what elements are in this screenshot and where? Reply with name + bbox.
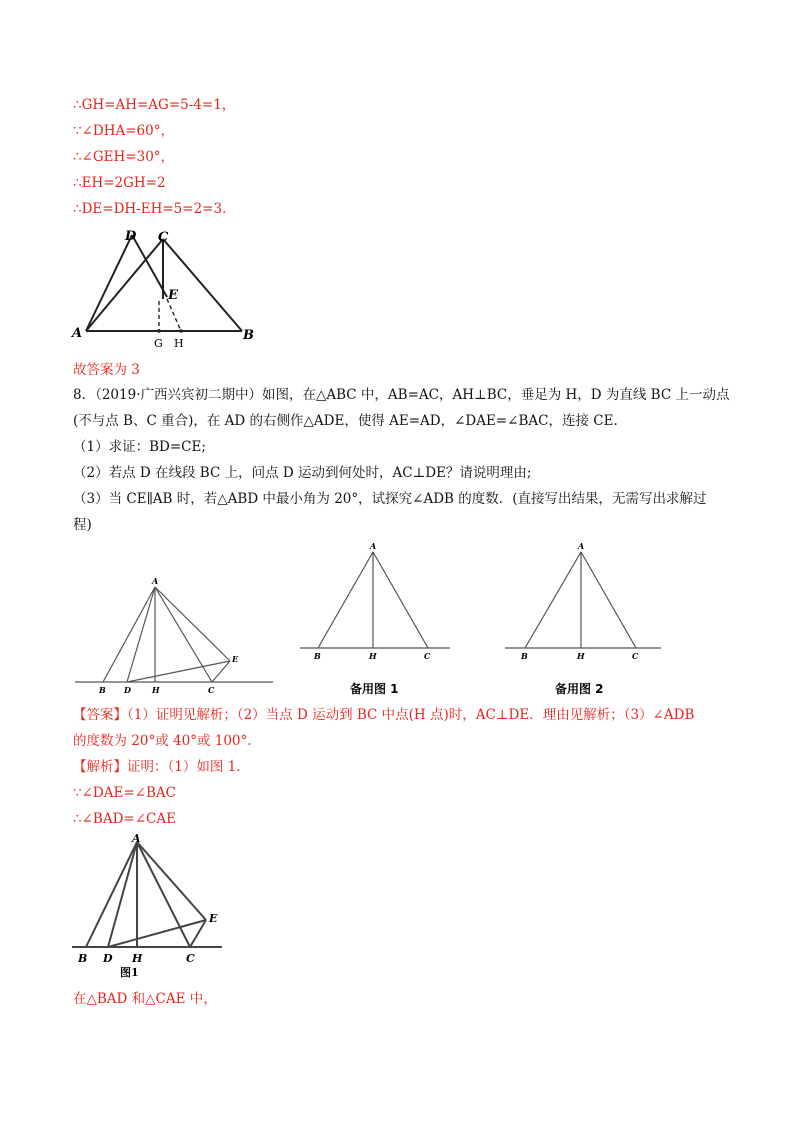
analysis-tag: 【解析】 <box>73 759 127 775</box>
answer-tag: 【答案】 <box>73 707 127 723</box>
tu1-label-A: A <box>132 832 141 845</box>
main-label-C: C <box>208 685 215 695</box>
question-1: （1）求证：BD=CE; <box>73 439 206 455</box>
main-label-D: D <box>124 685 131 695</box>
main-label-B: B <box>99 685 106 695</box>
solution-line-5: ∴DE=DH-EH=5=2=3. <box>73 201 227 217</box>
problem-line-2: (不与点 B、C 重合)，在 AD 的右侧作△ADE，使得 AE=AD，∠DAE=∠BAC，连接 CE. <box>73 413 618 429</box>
answer-note: 故答案为 3 <box>73 362 140 378</box>
fig1-label-E: E <box>168 288 178 303</box>
solution-line-4: ∴EH=2GH=2 <box>73 175 166 191</box>
analysis-closing: 在△BAD 和△CAE 中， <box>73 991 217 1007</box>
fig1-label-A: A <box>72 326 83 341</box>
fig1-label-D: D <box>125 229 137 244</box>
spare-figure-1-caption: 备用图 1 <box>350 682 399 696</box>
figure-triangle-deh <box>70 225 270 355</box>
problem-number: 8． <box>73 387 96 403</box>
main-label-E: E <box>232 654 239 664</box>
tu1-label-E: E <box>209 912 218 925</box>
problem-source: （2019·广西兴宾初二期中） <box>95 387 262 403</box>
fig1-label-C: C <box>158 230 169 245</box>
question-2: （2）若点 D 在线段 BC 上，问点 D 运动到何处时，AC⊥DE？请说明理由; <box>73 465 532 481</box>
solution-line-2: ∵∠DHA=60°， <box>73 123 174 139</box>
spare1-label-B: B <box>314 651 321 661</box>
main-label-H: H <box>152 685 160 695</box>
answer-line-2: 的度数为 20°或 40°或 100°. <box>73 733 252 749</box>
solution-line-1: ∴GH=AH=AG=5-4=1， <box>73 97 236 113</box>
tu1-label-H: H <box>132 952 143 965</box>
analysis-intro: 证明：（1）如图 1. <box>127 759 241 775</box>
spare1-label-A: A <box>370 541 377 551</box>
spare2-label-C: C <box>632 651 639 661</box>
analysis-step-2: ∴∠BAD=∠CAE <box>73 811 176 827</box>
fig1-label-G: G <box>154 337 163 350</box>
analysis-line-1 <box>73 758 241 776</box>
spare1-label-C: C <box>424 651 431 661</box>
spare2-label-H: H <box>577 651 585 661</box>
tu1-caption: 图1 <box>120 966 139 979</box>
main-label-A: A <box>152 576 159 586</box>
analysis-step-1: ∵∠DAE=∠BAC <box>73 785 176 801</box>
figure-spare-1 <box>300 540 460 665</box>
question-3-line-2: 程) <box>73 517 92 533</box>
spare1-label-H: H <box>369 651 377 661</box>
tu1-label-C: C <box>186 952 195 965</box>
spare-figure-2-caption: 备用图 2 <box>555 682 604 696</box>
spare2-label-A: A <box>578 541 585 551</box>
problem-stem-1: 如图，在△ABC 中，AB=AC，AH⊥BC，垂足为 H，D 为直线 BC 上一动点 <box>262 387 730 403</box>
figure-main-abde <box>75 575 275 695</box>
tu1-label-B: B <box>78 952 88 965</box>
figure-spare-2 <box>505 540 665 665</box>
fig1-label-B: B <box>243 328 254 343</box>
solution-line-3: ∴∠GEH=30°， <box>73 149 175 165</box>
answer-line-1 <box>73 706 694 724</box>
question-3-line-1: （3）当 CE∥AB 时，若△ABD 中最小角为 20°，试探究∠ADB 的度数．(直接写出结果，无需写出求解过 <box>73 491 707 507</box>
problem-line-1 <box>73 386 729 404</box>
answer-text-1: （1）证明见解析；（2）当点 D 运动到 BC 中点(H 点)时，AC⊥DE．理由见解析；（3）∠ADB <box>127 707 695 723</box>
figure-tu1 <box>72 830 232 980</box>
tu1-label-D: D <box>103 952 113 965</box>
fig1-label-H: H <box>174 337 184 350</box>
spare2-label-B: B <box>521 651 528 661</box>
